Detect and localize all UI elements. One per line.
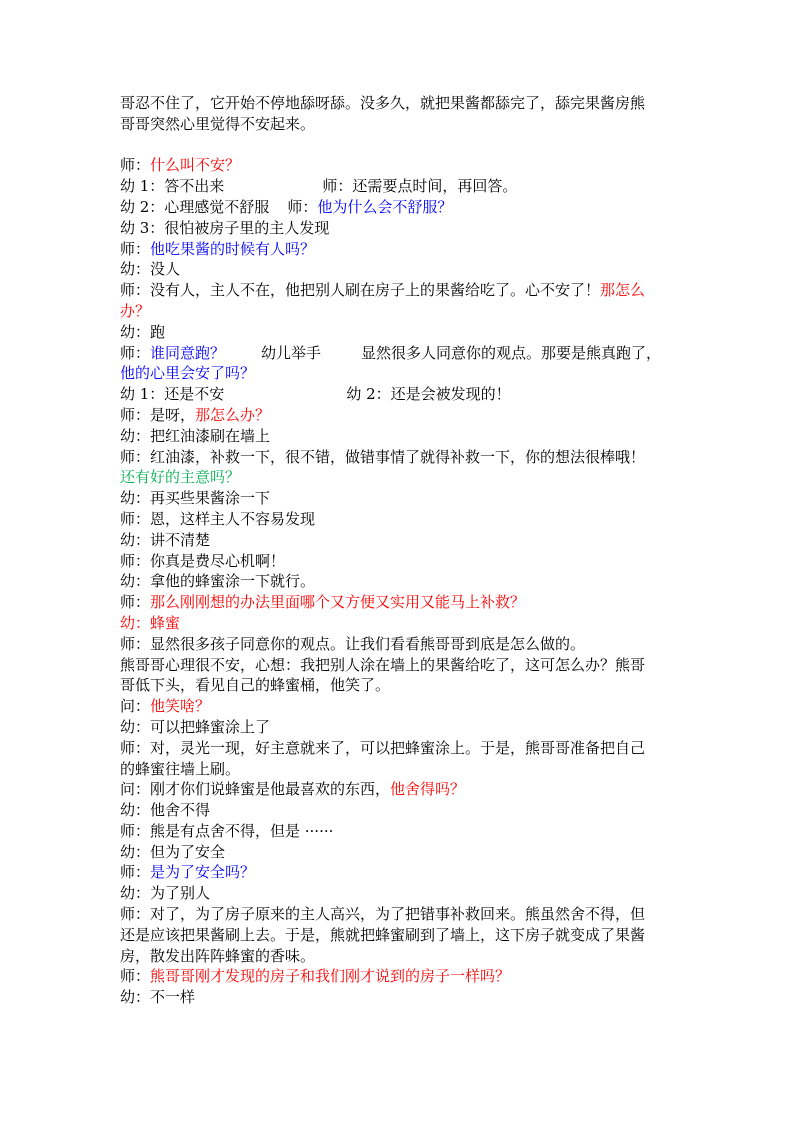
text-segment: 幼：为了别人: [120, 884, 211, 903]
text-segment: 师：是呀，: [120, 405, 196, 424]
text-segment: 谁同意跑？: [150, 343, 226, 362]
text-segment: 熊哥哥心理很不安，心想：我把别人涂在墙上的果酱给吃了，这可怎么办？熊哥: [120, 655, 646, 674]
text-segment: 办？: [120, 301, 151, 320]
text-segment: 师：: [120, 863, 151, 882]
text-line: [120, 779, 675, 800]
text-segment: 师：: [287, 197, 318, 216]
text-segment: 师：还需要点时间，再回答。: [322, 177, 518, 196]
text-line: [120, 363, 675, 384]
text-segment: 是为了安全吗？: [150, 863, 256, 882]
text-segment: 师：对，灵光一现，好主意就来了，可以把蜂蜜涂上。于是，熊哥哥准备把自己: [120, 738, 646, 757]
text-line: [120, 966, 675, 987]
text-line: [120, 176, 675, 197]
text-segment: 哥低下头，看见自己的蜂蜜桶，他笑了。: [120, 676, 391, 695]
text-segment: 幼儿举手: [261, 343, 322, 362]
text-segment: 幼：蜂蜜: [120, 613, 181, 632]
text-segment: 熊哥哥刚才发现的房子和我们刚才说到的房子一样吗？: [150, 967, 511, 986]
text-segment: 师：熊是有点舍不得，但是 ······: [120, 821, 334, 840]
text-line: [120, 696, 675, 717]
text-segment: 师：恩，这样主人不容易发现: [120, 509, 316, 528]
text-line: [120, 592, 675, 613]
text-segment: 哥忍不住了，它开始不停地舔呀舔。没多久，就把果酱都舔完了，舔完果酱房熊: [120, 94, 646, 112]
text-segment: 师：: [120, 593, 151, 612]
text-segment: 幼：不一样: [120, 988, 196, 1007]
text-segment: 的蜂蜜往墙上刷。: [120, 759, 241, 778]
text-segment: 幼：把红油漆刷在墙上: [120, 426, 271, 445]
text-line: [120, 717, 675, 738]
text-line: [120, 946, 675, 967]
text-line: [120, 509, 675, 530]
text-segment: 他为什么会不舒服？: [317, 197, 453, 216]
text-segment: 幼 1：答不出来: [120, 177, 225, 196]
text-line: [120, 301, 675, 322]
text-line: [120, 551, 675, 572]
text-line: [120, 218, 675, 239]
text-segment: 师：显然很多孩子同意你的观点。让我们看看熊哥哥到底是怎么做的。: [120, 634, 586, 653]
text-line: [120, 322, 675, 343]
text-line: [120, 571, 675, 592]
text-line: [120, 842, 675, 863]
text-segment: 幼：但为了安全: [120, 842, 226, 861]
text-line: [120, 987, 675, 1008]
text-segment: 那怎么: [600, 281, 646, 300]
text-segment: 幼 3：很怕被房子里的主人发现: [120, 218, 330, 237]
text-line: [120, 259, 675, 280]
text-segment: 师：: [120, 156, 151, 175]
text-segment: 幼 1：还是不安: [120, 385, 225, 404]
text-line: [120, 488, 675, 509]
text-line: [120, 280, 675, 301]
text-segment: 幼 2：心理感觉不舒服: [120, 197, 270, 216]
text-line: [120, 467, 675, 488]
text-line: [120, 800, 675, 821]
text-line: [120, 239, 675, 260]
text-segment: 那怎么办？: [195, 405, 271, 424]
text-segment: 他的心里会安了吗？: [120, 364, 256, 383]
text-segment: 房，散发出阵阵蜂蜜的香味。: [120, 946, 316, 965]
text-segment: 幼 2：还是会被发现的！: [346, 385, 511, 404]
text-segment: 师：: [120, 967, 151, 986]
text-line: [120, 343, 675, 364]
text-segment: 什么叫不安？: [150, 156, 241, 175]
text-line: [120, 634, 675, 655]
text-segment: 问：: [120, 697, 151, 716]
text-segment: 师：红油漆，补救一下，很不错，做错事情了就得补救一下，你的想法很棒哦！: [120, 447, 646, 466]
text-segment: 幼：他舍不得: [120, 801, 211, 820]
text-line: [120, 904, 675, 925]
text-line: [120, 197, 675, 218]
text-line: [120, 759, 675, 780]
text-segment: 师：你真是费尽心机啊！: [120, 551, 286, 570]
text-line: [120, 613, 675, 634]
text-segment: 他吃果酱的时候有人吗？: [150, 239, 316, 258]
text-segment: 师：没有人，主人不在，他把别人刷在房子上的果酱给吃了。心不安了！: [120, 281, 601, 300]
text-segment: 他笑啥？: [150, 697, 211, 716]
text-line: [120, 655, 675, 676]
text-line: [120, 883, 675, 904]
text-line: [120, 821, 675, 842]
text-line: [120, 862, 675, 883]
text-segment: 幼：讲不清楚: [120, 530, 211, 549]
text-line: [120, 675, 675, 696]
text-segment: 幼：再买些果酱涂一下: [120, 489, 271, 508]
text-segment: 显然很多人同意你的观点。那要是熊真跑了，: [361, 343, 662, 362]
text-line: [120, 114, 675, 135]
text-line: [120, 155, 675, 176]
text-segment: 师：: [120, 343, 151, 362]
text-line: [120, 530, 675, 551]
text-segment: 还是应该把果酱刷上去。于是，熊就把蜂蜜刷到了墙上，这下房子就变成了果酱: [120, 925, 646, 944]
text-line: [120, 738, 675, 759]
text-segment: 他舍得吗？: [390, 780, 466, 799]
text-segment: 问：刚才你们说蜂蜜是他最喜欢的东西，: [120, 780, 391, 799]
text-line: [120, 93, 675, 114]
text-segment: 幼：没人: [120, 260, 181, 279]
text-segment: 哥哥突然心里觉得不安起来。: [120, 114, 316, 133]
text-line: [120, 405, 675, 426]
blank-line: [120, 135, 793, 156]
text-segment: 那么刚刚想的办法里面哪个又方便又实用又能马上补救？: [150, 593, 526, 612]
text-segment: 幼：跑: [120, 322, 166, 341]
text-segment: 师：: [120, 239, 151, 258]
text-line: [120, 925, 675, 946]
text-line: [120, 447, 675, 468]
text-line: [120, 426, 675, 447]
text-segment: 幼：可以把蜂蜜涂上了: [120, 717, 271, 736]
text-segment: 师：对了，为了房子原来的主人高兴，为了把错事补救回来。熊虽然舍不得，但: [120, 905, 646, 924]
text-segment: 还有好的主意吗？: [120, 468, 241, 487]
text-segment: 幼：拿他的蜂蜜涂一下就行。: [120, 572, 316, 591]
text-line: [120, 384, 675, 405]
